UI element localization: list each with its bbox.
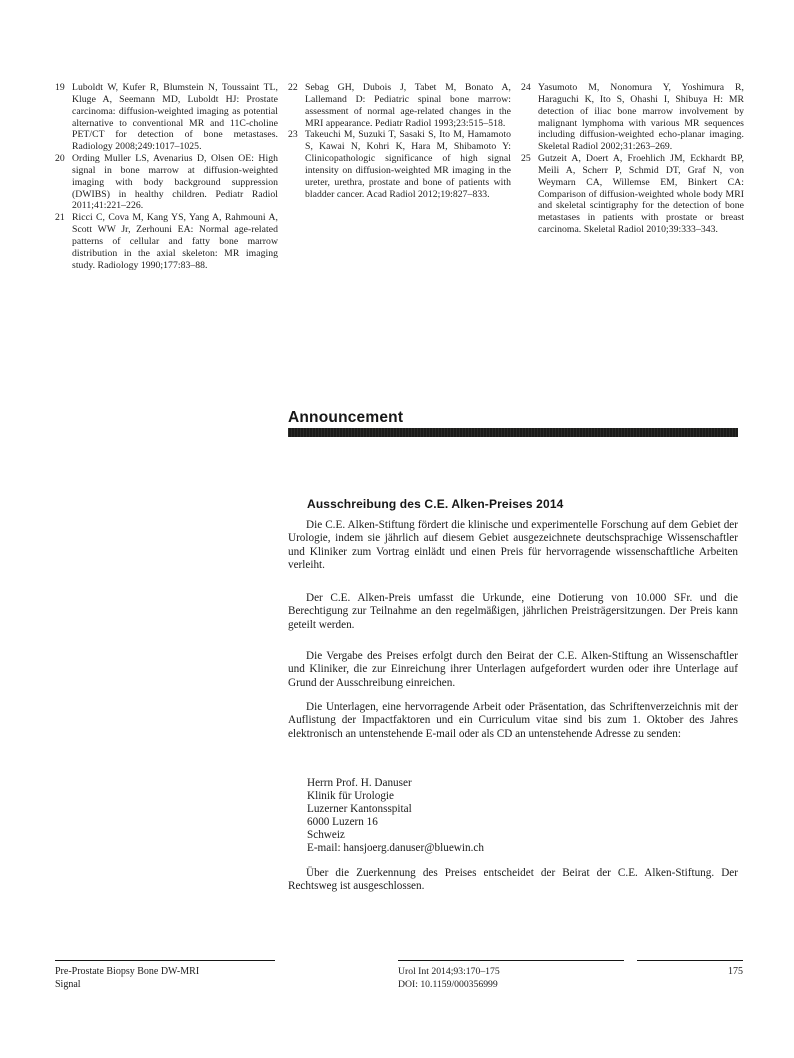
announcement-paragraph-1: Die C.E. Alken-Stiftung fördert die klinische und experimentelle Forschung auf dem Gebiet der Urologie, indem sie jährlich auf diesem Gebiet ausgezeichnete deutschsprachige Wissenschaftler und Kliniker zum Vortrag einlädt und einen Preis für hervorragende wissenschaftliche Arbeiten verleiht.	[288, 519, 738, 572]
reference-number: 19	[55, 82, 65, 93]
reference-text: Takeuchi M, Suzuki T, Sasaki S, Ito M, Hamamoto S, Kawai N, Kohri K, Hara M, Shibamoto Y: Clinicopathologic significance of high signal intensity on diffusion-weighted MR imaging in the ureter, urethra, prostate and bone of patients with bladder cancer. Acad Radiol 2012;19:827–833.	[305, 129, 511, 200]
reference-number: 24	[521, 82, 531, 93]
announcement-paragraph-4: Die Unterlagen, eine hervorragende Arbeit oder Präsentation, das Schriftenverzeichnis mit der Auflistung der Impactfaktoren und ein Curriculum vitae sind bis zum 1. Oktober des Jahres elektronisch an untenstehende E-mail oder als CD an untenstehende Adresse zu senden:	[288, 701, 738, 740]
reference-text: Sebag GH, Dubois J, Tabet M, Bonato A, Lallemand D: Pediatric spinal bone marrow: assessment of normal age-related changes in the MRI appearance. Pediatr Radiol 1993;23:515–518.	[305, 82, 511, 129]
reference-text: Yasumoto M, Nonomura Y, Yoshimura R, Haraguchi K, Ito S, Ohashi I, Shibuya H: MR detection of iliac bone marrow involvement by malignant lymphoma with various MR sequences including diffusion-weighted echo-planar imaging. Skeletal Radiol 2002;31:263–269.	[538, 82, 744, 153]
reference-item	[55, 212, 278, 271]
footer-article-title-line2: Signal	[55, 978, 81, 990]
contact-address-block	[307, 777, 484, 855]
references-column-3	[521, 82, 744, 236]
footer-citation: Urol Int 2014;93:170–175	[398, 966, 500, 977]
reference-item	[521, 82, 744, 153]
address-clinic: Klinik für Urologie	[307, 790, 394, 802]
reference-number: 23	[288, 129, 298, 141]
footer-doi: DOI: 10.1159/000356999	[398, 978, 498, 990]
reference-item	[55, 153, 278, 212]
footer-article-title	[55, 960, 275, 992]
reference-item	[521, 153, 744, 236]
footer-citation-block	[398, 960, 624, 992]
footer-article-title-line1: Pre-Prostate Biopsy Bone DW-MRI	[55, 966, 200, 977]
reference-text: Luboldt W, Kufer R, Blumstein N, Toussaint TL, Kluge A, Seemann MD, Luboldt HJ: Prostate carcinoma: diffusion-weighted imaging as potential alternative to conventional MR and 11C-choline PET/CT for detection of bone metastases. Radiology 2008;249:1017–1025.	[72, 82, 278, 153]
announcement-closing-paragraph: Über die Zuerkennung des Preises entscheidet der Beirat der C.E. Alken-Stiftung. Der Rechtsweg ist ausgeschlossen.	[288, 867, 738, 893]
reference-item	[288, 82, 511, 129]
references-column-1	[55, 82, 278, 272]
announcement-subtitle: Ausschreibung des C.E. Alken-Preises 2014	[307, 496, 564, 511]
reference-number: 22	[288, 82, 298, 93]
footer-page-number: 175	[637, 960, 743, 979]
announcement-heading: Announcement	[288, 409, 404, 427]
reference-text: Gutzeit A, Doert A, Froehlich JM, Eckhardt BP, Meili A, Scherr P, Schmid DT, Graf N, von Weymarn CA, Willemse EM, Binkert CA: Comparison of diffusion-weighted whole body MRI and skeletal scintigraphy for the detection of bone metastases in patients with prostate or breast carcinoma. Skeletal Radiol 2010;39:333–343.	[538, 153, 744, 236]
reference-text: Ording Muller LS, Avenarius D, Olsen OE: High signal in bone marrow at diffusion-weighted imaging with body background suppression (DWIBS) in healthy children. Pediatr Radiol 2011;41:221–226.	[72, 153, 278, 212]
announcement-rule-bar	[288, 428, 738, 437]
address-country: Schweiz	[307, 829, 345, 841]
address-hospital: Luzerner Kantonsspital	[307, 803, 412, 815]
reference-number: 25	[521, 153, 531, 165]
reference-number: 21	[55, 212, 65, 224]
reference-text: Ricci C, Cova M, Kang YS, Yang A, Rahmouni A, Scott WW Jr, Zerhouni EA: Normal age-related patterns of cellular and fatty bone marrow distribution in the axial skeleton: MR imaging study. Radiology 1990;177:83–88.	[72, 212, 278, 271]
address-recipient: Herrn Prof. H. Danuser	[307, 777, 412, 789]
announcement-paragraph-2: Der C.E. Alken-Preis umfasst die Urkunde, eine Dotierung von 10.000 SFr. und die Berechtigung zur Teilnahme an den regelmäßigen, jährlichen Preisträgersitzungen. Der Preis kann geteilt werden.	[288, 592, 738, 631]
reference-item	[55, 82, 278, 153]
references-column-2	[288, 82, 511, 200]
address-city: 6000 Luzern 16	[307, 816, 378, 828]
announcement-paragraph-3: Die Vergabe des Preises erfolgt durch den Beirat der C.E. Alken-Stiftung an Wissenschaftler und Kliniker, die zur Einreichung ihrer Unterlagen aufgefordert wurden oder ihre Unterlage auf Grund der Ausschreibung einreichen.	[288, 650, 738, 689]
email-address: E-mail: hansjoerg.danuser@bluewin.ch	[307, 842, 484, 854]
reference-item	[288, 129, 511, 200]
reference-number: 20	[55, 153, 65, 165]
